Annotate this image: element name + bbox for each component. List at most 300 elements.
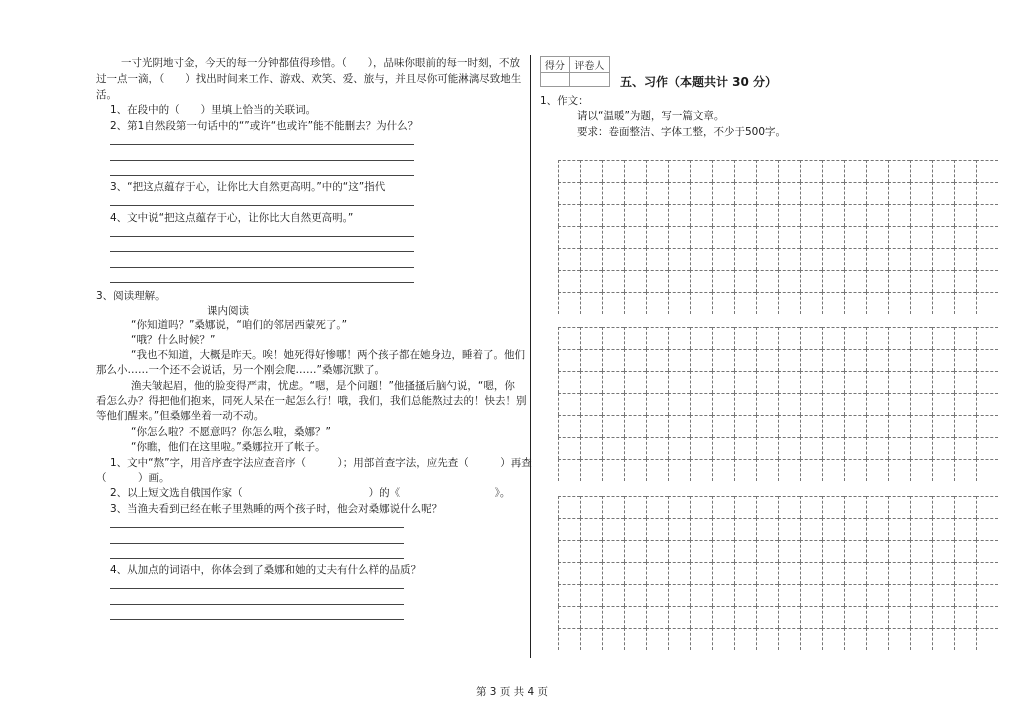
grid-cell[interactable] — [646, 628, 668, 650]
grid-cell[interactable] — [976, 518, 998, 540]
grid-cell[interactable] — [976, 606, 998, 628]
grid-cell[interactable] — [932, 327, 954, 349]
answer-line[interactable] — [110, 175, 414, 176]
grid-cell[interactable] — [866, 437, 888, 459]
grid-cell[interactable] — [844, 496, 866, 518]
grid-cell[interactable] — [668, 327, 690, 349]
grid-cell[interactable] — [756, 628, 778, 650]
grid-cell[interactable] — [954, 393, 976, 415]
grid-cell[interactable] — [844, 204, 866, 226]
grid-cell[interactable] — [954, 437, 976, 459]
grid-cell[interactable] — [800, 437, 822, 459]
grid-cell[interactable] — [844, 415, 866, 437]
writing-grid[interactable] — [558, 327, 1024, 481]
grid-cell[interactable] — [602, 606, 624, 628]
grid-cell[interactable] — [624, 518, 646, 540]
grid-cell[interactable] — [800, 606, 822, 628]
grid-cell[interactable] — [602, 628, 624, 650]
grader-cell[interactable] — [569, 73, 609, 87]
grid-cell[interactable] — [778, 182, 800, 204]
grid-cell[interactable] — [734, 182, 756, 204]
grid-cell[interactable] — [624, 349, 646, 371]
answer-line[interactable] — [110, 558, 404, 559]
grid-cell[interactable] — [756, 327, 778, 349]
grid-cell[interactable] — [822, 606, 844, 628]
grid-cell[interactable] — [602, 349, 624, 371]
answer-line[interactable] — [110, 205, 414, 206]
grid-cell[interactable] — [888, 584, 910, 606]
grid-cell[interactable] — [822, 248, 844, 270]
grid-cell[interactable] — [822, 393, 844, 415]
grid-cell[interactable] — [646, 540, 668, 562]
grid-cell[interactable] — [888, 628, 910, 650]
grid-cell[interactable] — [954, 606, 976, 628]
grid-cell[interactable] — [734, 628, 756, 650]
grid-cell[interactable] — [954, 371, 976, 393]
grid-cell[interactable] — [888, 496, 910, 518]
grid-cell[interactable] — [844, 182, 866, 204]
grid-cell[interactable] — [756, 562, 778, 584]
grid-cell[interactable] — [976, 270, 998, 292]
grid-cell[interactable] — [712, 160, 734, 182]
grid-cell[interactable] — [822, 292, 844, 314]
grid-cell[interactable] — [602, 496, 624, 518]
grid-cell[interactable] — [910, 160, 932, 182]
grid-cell[interactable] — [822, 327, 844, 349]
grid-cell[interactable] — [712, 327, 734, 349]
grid-cell[interactable] — [844, 628, 866, 650]
grid-cell[interactable] — [954, 248, 976, 270]
grid-cell[interactable] — [734, 270, 756, 292]
grid-cell[interactable] — [844, 327, 866, 349]
grid-cell[interactable] — [778, 393, 800, 415]
grid-cell[interactable] — [954, 327, 976, 349]
score-cell[interactable] — [541, 73, 570, 87]
grid-cell[interactable] — [602, 540, 624, 562]
grid-cell[interactable] — [712, 628, 734, 650]
grid-cell[interactable] — [624, 540, 646, 562]
grid-cell[interactable] — [976, 393, 998, 415]
grid-cell[interactable] — [668, 160, 690, 182]
grid-cell[interactable] — [580, 496, 602, 518]
grid-cell[interactable] — [602, 562, 624, 584]
grid-cell[interactable] — [800, 628, 822, 650]
grid-cell[interactable] — [624, 182, 646, 204]
grid-cell[interactable] — [712, 393, 734, 415]
grid-cell[interactable] — [976, 459, 998, 481]
grid-cell[interactable] — [690, 182, 712, 204]
grid-cell[interactable] — [866, 371, 888, 393]
grid-cell[interactable] — [932, 628, 954, 650]
grid-cell[interactable] — [690, 496, 712, 518]
grid-cell[interactable] — [932, 371, 954, 393]
grid-cell[interactable] — [888, 292, 910, 314]
grid-cell[interactable] — [910, 437, 932, 459]
grid-cell[interactable] — [558, 518, 580, 540]
grid-cell[interactable] — [668, 540, 690, 562]
grid-cell[interactable] — [932, 393, 954, 415]
grid-cell[interactable] — [932, 349, 954, 371]
grid-cell[interactable] — [734, 496, 756, 518]
grid-cell[interactable] — [822, 459, 844, 481]
grid-cell[interactable] — [646, 496, 668, 518]
grid-cell[interactable] — [690, 349, 712, 371]
grid-cell[interactable] — [976, 349, 998, 371]
grid-cell[interactable] — [624, 226, 646, 248]
grid-cell[interactable] — [866, 584, 888, 606]
grid-cell[interactable] — [624, 584, 646, 606]
grid-cell[interactable] — [888, 204, 910, 226]
grid-cell[interactable] — [932, 562, 954, 584]
grid-cell[interactable] — [888, 540, 910, 562]
grid-cell[interactable] — [580, 459, 602, 481]
grid-cell[interactable] — [580, 182, 602, 204]
grid-cell[interactable] — [910, 182, 932, 204]
grid-cell[interactable] — [976, 204, 998, 226]
grid-cell[interactable] — [668, 606, 690, 628]
grid-cell[interactable] — [778, 606, 800, 628]
grid-cell[interactable] — [580, 415, 602, 437]
grid-cell[interactable] — [558, 248, 580, 270]
grid-cell[interactable] — [558, 371, 580, 393]
grid-cell[interactable] — [888, 371, 910, 393]
grid-cell[interactable] — [602, 459, 624, 481]
grid-cell[interactable] — [624, 562, 646, 584]
grid-cell[interactable] — [646, 584, 668, 606]
answer-line[interactable] — [110, 144, 414, 145]
grid-cell[interactable] — [888, 415, 910, 437]
grid-cell[interactable] — [624, 327, 646, 349]
grid-cell[interactable] — [734, 292, 756, 314]
grid-cell[interactable] — [734, 349, 756, 371]
grid-cell[interactable] — [976, 182, 998, 204]
grid-cell[interactable] — [866, 248, 888, 270]
grid-cell[interactable] — [844, 437, 866, 459]
grid-cell[interactable] — [624, 496, 646, 518]
grid-cell[interactable] — [624, 415, 646, 437]
grid-cell[interactable] — [558, 459, 580, 481]
grid-cell[interactable] — [844, 562, 866, 584]
grid-cell[interactable] — [932, 606, 954, 628]
grid-cell[interactable] — [778, 540, 800, 562]
grid-cell[interactable] — [910, 459, 932, 481]
grid-cell[interactable] — [602, 204, 624, 226]
grid-cell[interactable] — [954, 562, 976, 584]
grid-cell[interactable] — [866, 415, 888, 437]
grid-cell[interactable] — [976, 437, 998, 459]
grid-cell[interactable] — [844, 248, 866, 270]
grid-cell[interactable] — [954, 182, 976, 204]
grid-cell[interactable] — [646, 606, 668, 628]
grid-cell[interactable] — [690, 248, 712, 270]
grid-cell[interactable] — [558, 182, 580, 204]
grid-cell[interactable] — [866, 496, 888, 518]
grid-cell[interactable] — [580, 226, 602, 248]
grid-cell[interactable] — [712, 584, 734, 606]
grid-cell[interactable] — [712, 459, 734, 481]
grid-cell[interactable] — [954, 292, 976, 314]
grid-cell[interactable] — [954, 349, 976, 371]
grid-cell[interactable] — [756, 226, 778, 248]
grid-cell[interactable] — [690, 437, 712, 459]
grid-cell[interactable] — [932, 415, 954, 437]
grid-cell[interactable] — [646, 562, 668, 584]
grid-cell[interactable] — [866, 349, 888, 371]
grid-cell[interactable] — [888, 270, 910, 292]
grid-cell[interactable] — [646, 292, 668, 314]
grid-cell[interactable] — [580, 437, 602, 459]
grid-cell[interactable] — [558, 160, 580, 182]
grid-cell[interactable] — [734, 518, 756, 540]
grid-cell[interactable] — [910, 270, 932, 292]
grid-cell[interactable] — [558, 584, 580, 606]
grid-cell[interactable] — [690, 393, 712, 415]
grid-cell[interactable] — [690, 606, 712, 628]
grid-cell[interactable] — [822, 540, 844, 562]
grid-cell[interactable] — [646, 371, 668, 393]
grid-cell[interactable] — [932, 292, 954, 314]
grid-cell[interactable] — [866, 393, 888, 415]
grid-cell[interactable] — [932, 584, 954, 606]
grid-cell[interactable] — [690, 371, 712, 393]
answer-line[interactable] — [110, 543, 404, 544]
grid-cell[interactable] — [646, 204, 668, 226]
grid-cell[interactable] — [778, 204, 800, 226]
grid-cell[interactable] — [558, 496, 580, 518]
grid-cell[interactable] — [844, 606, 866, 628]
grid-cell[interactable] — [734, 204, 756, 226]
answer-line[interactable] — [110, 604, 404, 605]
grid-cell[interactable] — [646, 160, 668, 182]
grid-cell[interactable] — [624, 270, 646, 292]
grid-cell[interactable] — [580, 292, 602, 314]
grid-cell[interactable] — [756, 540, 778, 562]
grid-cell[interactable] — [756, 393, 778, 415]
answer-line[interactable] — [110, 619, 404, 620]
grid-cell[interactable] — [844, 584, 866, 606]
grid-cell[interactable] — [800, 459, 822, 481]
grid-cell[interactable] — [778, 349, 800, 371]
grid-cell[interactable] — [580, 518, 602, 540]
grid-cell[interactable] — [910, 518, 932, 540]
grid-cell[interactable] — [976, 562, 998, 584]
grid-cell[interactable] — [800, 349, 822, 371]
grid-cell[interactable] — [712, 606, 734, 628]
grid-cell[interactable] — [690, 226, 712, 248]
grid-cell[interactable] — [778, 292, 800, 314]
grid-cell[interactable] — [844, 160, 866, 182]
grid-cell[interactable] — [580, 270, 602, 292]
grid-cell[interactable] — [800, 415, 822, 437]
grid-cell[interactable] — [954, 584, 976, 606]
grid-cell[interactable] — [756, 459, 778, 481]
grid-cell[interactable] — [712, 415, 734, 437]
grid-cell[interactable] — [668, 204, 690, 226]
grid-cell[interactable] — [822, 628, 844, 650]
grid-cell[interactable] — [580, 562, 602, 584]
grid-cell[interactable] — [844, 292, 866, 314]
grid-cell[interactable] — [800, 518, 822, 540]
grid-cell[interactable] — [624, 459, 646, 481]
grid-cell[interactable] — [690, 292, 712, 314]
answer-line[interactable] — [110, 282, 414, 283]
answer-line[interactable] — [110, 251, 414, 252]
grid-cell[interactable] — [690, 628, 712, 650]
grid-cell[interactable] — [602, 160, 624, 182]
grid-cell[interactable] — [888, 349, 910, 371]
grid-cell[interactable] — [778, 496, 800, 518]
grid-cell[interactable] — [910, 606, 932, 628]
grid-cell[interactable] — [558, 437, 580, 459]
grid-cell[interactable] — [756, 204, 778, 226]
grid-cell[interactable] — [800, 496, 822, 518]
grid-cell[interactable] — [668, 628, 690, 650]
grid-cell[interactable] — [976, 628, 998, 650]
grid-cell[interactable] — [778, 415, 800, 437]
grid-cell[interactable] — [910, 292, 932, 314]
grid-cell[interactable] — [888, 393, 910, 415]
grid-cell[interactable] — [910, 584, 932, 606]
grid-cell[interactable] — [558, 393, 580, 415]
grid-cell[interactable] — [910, 393, 932, 415]
grid-cell[interactable] — [756, 349, 778, 371]
grid-cell[interactable] — [624, 628, 646, 650]
grid-cell[interactable] — [866, 327, 888, 349]
grid-cell[interactable] — [866, 182, 888, 204]
grid-cell[interactable] — [646, 393, 668, 415]
grid-cell[interactable] — [712, 182, 734, 204]
grid-cell[interactable] — [756, 518, 778, 540]
grid-cell[interactable] — [712, 226, 734, 248]
grid-cell[interactable] — [558, 562, 580, 584]
grid-cell[interactable] — [580, 540, 602, 562]
grid-cell[interactable] — [800, 584, 822, 606]
grid-cell[interactable] — [734, 248, 756, 270]
grid-cell[interactable] — [976, 496, 998, 518]
grid-cell[interactable] — [932, 270, 954, 292]
grid-cell[interactable] — [822, 160, 844, 182]
grid-cell[interactable] — [844, 270, 866, 292]
grid-cell[interactable] — [690, 459, 712, 481]
grid-cell[interactable] — [734, 226, 756, 248]
grid-cell[interactable] — [800, 182, 822, 204]
grid-cell[interactable] — [646, 270, 668, 292]
grid-cell[interactable] — [734, 327, 756, 349]
grid-cell[interactable] — [580, 371, 602, 393]
answer-line[interactable] — [110, 588, 404, 589]
grid-cell[interactable] — [558, 204, 580, 226]
grid-cell[interactable] — [646, 415, 668, 437]
grid-cell[interactable] — [734, 415, 756, 437]
grid-cell[interactable] — [888, 160, 910, 182]
grid-cell[interactable] — [932, 437, 954, 459]
grid-cell[interactable] — [668, 584, 690, 606]
grid-cell[interactable] — [844, 459, 866, 481]
grid-cell[interactable] — [580, 327, 602, 349]
answer-line[interactable] — [110, 267, 414, 268]
grid-cell[interactable] — [602, 584, 624, 606]
grid-cell[interactable] — [822, 349, 844, 371]
grid-cell[interactable] — [624, 292, 646, 314]
grid-cell[interactable] — [800, 248, 822, 270]
answer-line[interactable] — [110, 527, 404, 528]
grid-cell[interactable] — [580, 628, 602, 650]
grid-cell[interactable] — [778, 248, 800, 270]
grid-cell[interactable] — [866, 628, 888, 650]
grid-cell[interactable] — [712, 437, 734, 459]
grid-cell[interactable] — [602, 226, 624, 248]
answer-line[interactable] — [110, 236, 414, 237]
grid-cell[interactable] — [866, 292, 888, 314]
grid-cell[interactable] — [756, 415, 778, 437]
grid-cell[interactable] — [800, 292, 822, 314]
grid-cell[interactable] — [932, 226, 954, 248]
grid-cell[interactable] — [668, 292, 690, 314]
grid-cell[interactable] — [690, 204, 712, 226]
grid-cell[interactable] — [602, 393, 624, 415]
grid-cell[interactable] — [932, 518, 954, 540]
grid-cell[interactable] — [734, 540, 756, 562]
grid-cell[interactable] — [954, 628, 976, 650]
grid-cell[interactable] — [712, 371, 734, 393]
grid-cell[interactable] — [866, 518, 888, 540]
grid-cell[interactable] — [888, 459, 910, 481]
grid-cell[interactable] — [734, 584, 756, 606]
grid-cell[interactable] — [712, 204, 734, 226]
grid-cell[interactable] — [668, 182, 690, 204]
grid-cell[interactable] — [668, 248, 690, 270]
grid-cell[interactable] — [954, 518, 976, 540]
grid-cell[interactable] — [910, 349, 932, 371]
grid-cell[interactable] — [756, 496, 778, 518]
grid-cell[interactable] — [778, 459, 800, 481]
grid-cell[interactable] — [888, 518, 910, 540]
grid-cell[interactable] — [844, 349, 866, 371]
grid-cell[interactable] — [976, 160, 998, 182]
grid-cell[interactable] — [778, 437, 800, 459]
grid-cell[interactable] — [822, 415, 844, 437]
grid-cell[interactable] — [910, 562, 932, 584]
grid-cell[interactable] — [954, 540, 976, 562]
grid-cell[interactable] — [712, 248, 734, 270]
grid-cell[interactable] — [646, 226, 668, 248]
grid-cell[interactable] — [558, 292, 580, 314]
grid-cell[interactable] — [932, 160, 954, 182]
grid-cell[interactable] — [800, 160, 822, 182]
grid-cell[interactable] — [624, 606, 646, 628]
grid-cell[interactable] — [668, 226, 690, 248]
grid-cell[interactable] — [888, 248, 910, 270]
grid-cell[interactable] — [976, 292, 998, 314]
grid-cell[interactable] — [976, 584, 998, 606]
grid-cell[interactable] — [932, 204, 954, 226]
grid-cell[interactable] — [602, 415, 624, 437]
grid-cell[interactable] — [800, 540, 822, 562]
grid-cell[interactable] — [822, 371, 844, 393]
grid-cell[interactable] — [646, 248, 668, 270]
grid-cell[interactable] — [646, 349, 668, 371]
grid-cell[interactable] — [822, 270, 844, 292]
grid-cell[interactable] — [822, 182, 844, 204]
grid-cell[interactable] — [822, 496, 844, 518]
grid-cell[interactable] — [954, 459, 976, 481]
grid-cell[interactable] — [734, 160, 756, 182]
grid-cell[interactable] — [756, 270, 778, 292]
grid-cell[interactable] — [734, 371, 756, 393]
grid-cell[interactable] — [844, 518, 866, 540]
grid-cell[interactable] — [624, 248, 646, 270]
grid-cell[interactable] — [558, 226, 580, 248]
